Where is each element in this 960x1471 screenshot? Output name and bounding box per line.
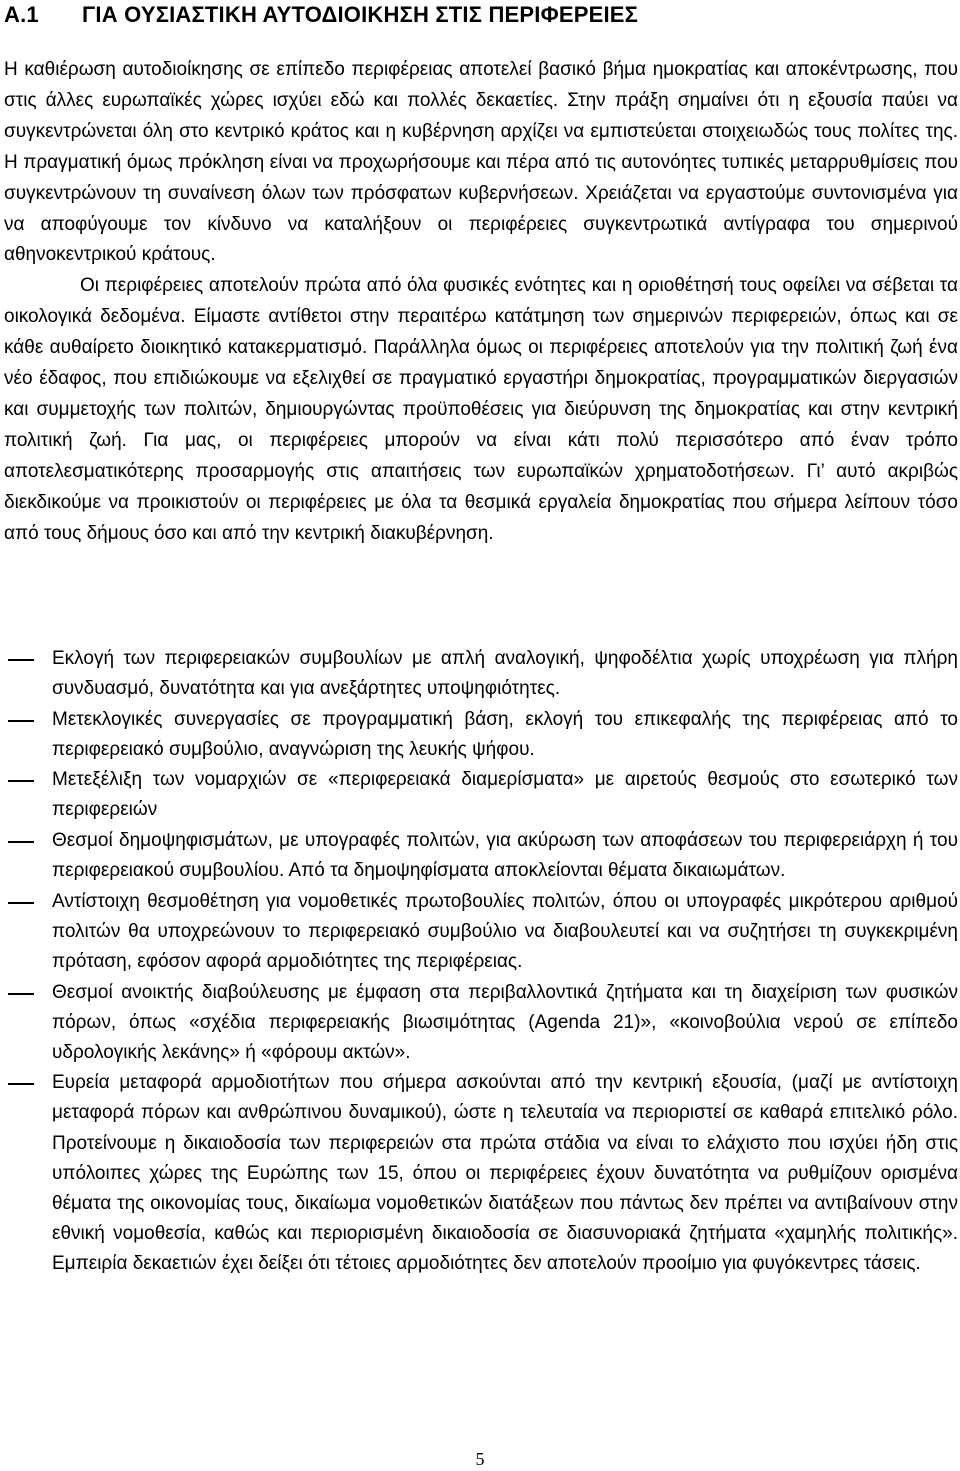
- dash-bullet-icon: [8, 659, 34, 661]
- paragraph: Οι περιφέρειες αποτελούν πρώτα από όλα φυσικές ενότητες και η οριοθέτησή τους οφείλει να σέβεται τα οικολογικά δεδομένα. Είμαστε αντίθετοι στην περαιτέρω κατάτμηση των σημερινών περιφερειών, όπως και σε κάθε αυθαίρετο διοικητικό κατακερματισμό. Παράλληλα όμως οι περιφέρειες αποτελούν για την πολιτική ζωή ένα νέο έδαφος, που επιδιώκουμε να εξελιχθεί σε πραγματικό εργαστήρι δημοκρατίας, προγραμματικών διεργασιών και συμμετοχής των πολιτών, δημιουργώντας προϋποθέσεις για διεύρυνση της δημοκρατίας και στην κεντρική πολιτική ζωή. Για μας, οι περιφέρειες μπορούν να είναι κάτι πολύ περισσότερο από έναν τρόπο αποτελεσματικότερης προσαρμογής στις απαιτήσεις των ευρωπαϊκών χρηματοδοτήσεων. Γι’ αυτό ακριβώς διεκδικούμε να προικιστούν οι περιφέρειες με όλα τα θεσμικά εργαλεία δημοκρατίας που σήμερα λείπουν τόσο από τους δήμους όσο και από την κεντρική διακυβέρνηση.: [4, 275, 958, 544]
- dash-bullet-icon: [8, 720, 34, 722]
- section-title: ΓΙΑ ΟΥΣΙΑΣΤΙΚΗ ΑΥΤΟΔΙΟΙΚΗΣΗ ΣΤΙΣ ΠΕΡΙΦΕΡΕΙΕΣ: [82, 2, 639, 27]
- list-item: [4, 644, 958, 704]
- list-item: [4, 887, 958, 977]
- list-item-text: Μετεκλογικές συνεργασίες σε προγραμματική βάση, εκλογή του επικεφαλής της περιφέρειας από το περιφερειακό συμβούλιο, αναγνώριση της λευκής ψήφου.: [52, 708, 958, 760]
- list-item-text: Ευρεία μεταφορά αρμοδιοτήτων που σήμερα ασκούνται από την κεντρική εξουσία, (μαζί με αντίστοιχη μεταφορά πόρων και ανθρώπινου δυναμικού), ώστε η τελευταία να περιοριστεί σε καθαρά επιτελικό ρόλο. Προτείνουμε η δικαιοδοσία των περιφερειών στα πρώτα στάδια να είναι το ελάχιστο που ισχύει ήδη στις υπόλοιπες χώρες της Ευρώπης των 15, όπου οι περιφέρειες έχουν δυνατότητα να ρυθμίζουν ορισμένα θέματα της οικονομίας τους, δικαίωμα νομοθετικών διατάξεων που πάντως δεν πρέπει να αντιβαίνουν στην εθνική νομοθεσία, καθώς και περιορισμένη δικαιοδοσία σε διασυνοριακά ζητήματα «χαμηλής πολιτικής». Εμπειρία δεκαετιών έχει δείξει ότι τέτοιες αρμοδιότητες δεν αποτελούν προοίμιο για φυγόκεντρες τάσεις.: [52, 1072, 958, 1274]
- proposal-list: [4, 644, 958, 1279]
- dash-bullet-icon: [8, 902, 34, 904]
- dash-bullet-icon: [8, 780, 34, 782]
- section-number: A.1: [4, 2, 39, 27]
- list-item: [4, 765, 958, 825]
- dash-bullet-icon: [8, 1083, 34, 1085]
- list-item-text: Εκλογή των περιφερειακών συμβουλίων με απλή αναλογική, ψηφοδέλτια χωρίς υποχρέωση για πλήρη συνδυασμό, δυνατότητα και για ανεξάρτητες υποψηφιότητες.: [52, 648, 958, 700]
- list-item-text: Θεσμοί ανοικτής διαβούλευσης με έμφαση στα περιβαλλοντικά ζητήματα και τη διαχείριση των φυσικών πόρων, όπως «σχέδια περιφερειακής βιωσιμότητας (Agenda 21)», «κοινοβούλια νερού σε επίπεδο υδρολογικής λεκάνης» ή «φόρουμ ακτών».: [52, 981, 958, 1063]
- list-item-text: Μετεξέλιξη των νομαρχιών σε «περιφερειακά διαμερίσματα» με αιρετούς θεσμούς στο εσωτερικό των περιφερειών: [52, 769, 958, 821]
- dash-bullet-icon: [8, 993, 34, 995]
- list-item: [4, 1068, 958, 1279]
- list-item: [4, 705, 958, 765]
- list-item-text: Θεσμοί δημοψηφισμάτων, με υπογραφές πολιτών, για ακύρωση των αποφάσεων του περιφερειάρχη ή του περιφερειακού συμβουλίου. Από τα δημοψηφίσματα αποκλείονται θέματα δικαιωμάτων.: [52, 830, 958, 882]
- list-item: [4, 826, 958, 886]
- page-number: 5: [475, 1449, 485, 1469]
- paragraph: Η καθιέρωση αυτοδιοίκησης σε επίπεδο περιφέρειας αποτελεί βασικό βήμα ημοκρατίας και αποκέντρωσης, που στις άλλες ευρωπαϊκές χώρες ισχύει εδώ και πολλές δεκαετίες. Στην πράξη σημαίνει ότι η εξουσία παύει να συγκεντρώνεται όλη στο κεντρικό κράτος και η κυβέρνηση αρχίζει να εμπιστεύεται στοιχειωδώς τους πολίτες της. Η πραγματική όμως πρόκληση είναι να προχωρήσουμε και πέρα από τις αυτονόητες τυπικές μεταρρυθμίσεις που συγκεντρώνουν τη συναίνεση όλων των πρόσφατων κυβερνήσεων. Χρειάζεται να εργαστούμε συντονισμένα για να αποφύγουμε τον κίνδυνο να καταλήξουν οι περιφέρειες συγκεντρωτικά αντίγραφα του σημερινού αθηνοκεντρικού κράτους.: [4, 59, 958, 266]
- list-item: [4, 978, 958, 1068]
- list-item-text: Αντίστοιχη θεσμοθέτηση για νομοθετικές πρωτοβουλίες πολιτών, όπου οι υπογραφές μικρότερου αριθμού πολιτών θα υποχρεώνουν το περιφερειακό συμβούλιο να διαβουλευτεί και να συζητήσει τη συγκεκριμένη πρόταση, εφόσον αφορά αρμοδιότητες της περιφέρειας.: [52, 890, 958, 972]
- dash-bullet-icon: [8, 841, 34, 843]
- section-heading: [4, 2, 956, 28]
- intro-text: [4, 55, 958, 550]
